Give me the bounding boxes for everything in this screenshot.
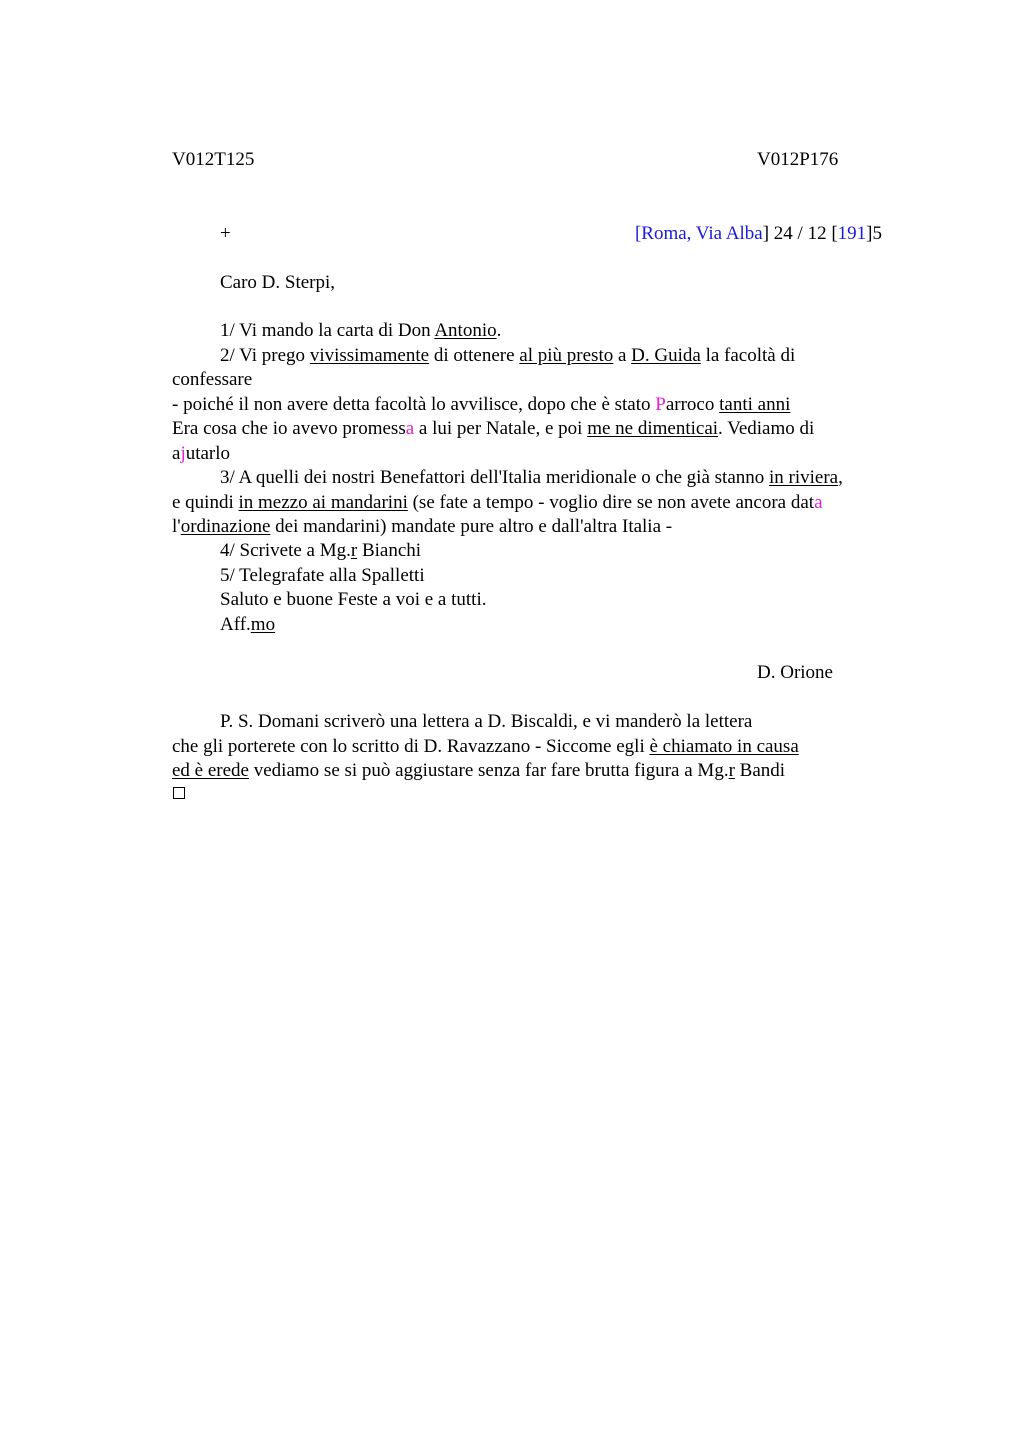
postscript-line-2: che gli porterete con lo scritto di D. Ravazzano - Siccome egli è chiamato in causa	[172, 736, 799, 757]
salutation: Caro D. Sterpi,	[220, 272, 336, 293]
paragraph-3-line-1: 3/ A quelli dei nostri Benefattori dell'Italia meridionale o che già stanno in riviera,	[220, 467, 843, 488]
postscript-line-3: ed è erede vediamo se si può aggiustare senza far fare brutta figura a Mg.r Bandi	[172, 760, 786, 781]
paragraph-5: 5/ Telegrafate alla Spalletti	[220, 565, 425, 586]
paragraph-2-line-5: ajutarlo	[172, 443, 231, 464]
date-line	[635, 224, 882, 243]
postscript-line-1: P. S. Domani scriverò una lettera a D. Biscaldi, e vi manderò la lettera	[220, 711, 753, 732]
signature: D. Orione	[757, 662, 833, 683]
cross-mark: +	[220, 223, 231, 244]
paragraph-2-line-2: confessare	[172, 369, 253, 390]
document-code-left: V012T125	[172, 149, 255, 170]
year-close: ]5	[866, 223, 882, 244]
paragraph-3-line-3: l'ordinazione dei mandarini) mandate pure altro e dall'altra Italia -	[172, 516, 673, 537]
paragraph-4: 4/ Scrivete a Mg.r Bianchi	[220, 540, 422, 561]
closing: Aff.mo	[220, 614, 276, 635]
place-name: Roma, Via Alba	[641, 223, 763, 244]
page-code-right: V012P176	[757, 149, 839, 170]
paragraph-2-line-1: 2/ Vi prego vivissimamente di ottenere al più presto a D. Guida la facoltà di	[220, 345, 796, 366]
bracket-open: [	[634, 223, 642, 244]
paragraph-2-line-4: Era cosa che io avevo promessa a lui per Natale, e poi me ne dimenticai. Vediamo di	[172, 418, 815, 439]
paragraph-1: 1/ Vi mando la carta di Don Antonio.	[220, 320, 502, 341]
year-prefix: 191	[837, 223, 867, 244]
paragraph-2-line-3: - poiché il non avere detta facoltà lo avvilisce, dopo che è stato Parroco tanti anni	[172, 394, 791, 415]
date-middle: ] 24 / 12 [	[762, 223, 838, 244]
paragraph-3-line-2: e quindi in mezzo ai mandarini (se fate a tempo - voglio dire se non avete ancora data	[172, 492, 823, 513]
end-marker-box-icon	[173, 787, 185, 799]
greeting: Saluto e buone Feste a voi e a tutti.	[220, 589, 487, 610]
